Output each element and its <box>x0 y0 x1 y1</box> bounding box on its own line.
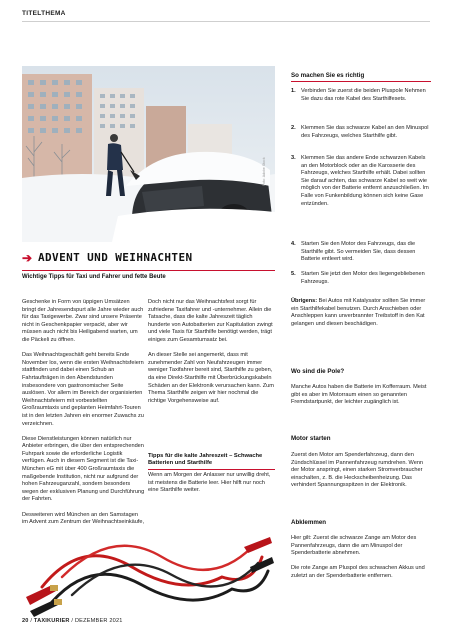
step-item <box>291 155 431 208</box>
snow-car-photo <box>22 66 275 242</box>
step-number: 2. <box>291 125 296 131</box>
note-label: Übrigens: <box>291 298 318 304</box>
article-title-block <box>22 248 275 271</box>
body-column-2 <box>148 299 275 413</box>
page-number: 20 <box>22 618 29 624</box>
step-item <box>291 271 431 286</box>
paragraph: Das Weihnachtsgeschäft geht bereits Ende November los, wenn die ersten Weihnachtsfeiern stattfinden und dabei einen Schub an Fahrtaufträgen in den Abendstunden insbesondere von gastronomischer Seite auslösen. Vor allem im Bereich der organisierten Weihnachtsfeiern mit vorbestellten Großraumtaxis und geplanten Heimfahrt-Touren ist in den letzten Jahren ein enormer Zuwachs zu verzeichnen. <box>22 352 144 427</box>
arrow-right-icon: ➔ <box>22 251 33 265</box>
step-item <box>291 88 431 103</box>
note-text: Bei Autos mit Katalysator sollten Sie immer ein Starthilfekabel benutzen. Durch Anschieben oder Anschleppen kann unverbrannter Treibstoff in den Kat gelangen und diesen beschädigen. <box>291 298 426 327</box>
paragraph: Doch nicht nur das Weihnachtsfest sorgt für zufriedene Taxifahrer und -unternehmer. Allein die Tatsache, dass die kalte Jahreszeit täglich hunderte von Autobatterien zur Kapitulation zwingt und viele Taxis für Starthilfe benötigt werden, trägt einiges zum Gesamtumsatz bei. <box>148 299 273 343</box>
page-footer: 20 / TAXIKURIER / DEZEMBER 2021 <box>22 618 123 624</box>
paragraph: Diese Dienstleistungen können natürlich nur Anbieter erbringen, die über den entsprechenden Fuhrpark sowie die erforderliche Logistik verfügen. Auch in diesem Segment ist die Taxi-München eG mit über 400 Großraumtaxis die maßgebende Institution, nicht nur aufgrund der hohen Fahrzeuganzahl, sondern besonders wegen der exklusiven Planung und Durchführung der Fahrten. <box>22 435 145 503</box>
jumper-cables-photo <box>22 527 275 624</box>
start-engine-text: Zuerst den Motor am Spenderfahrzeug, dann den Zündschlüssel im Pannenfahrzeug rumdrehen. Wenn der Motor anspringt, einen starken Stromverbraucher einschalten, z. B. die Heckscheibenheizung. Das verhindert Spannungsspitzen in der Elektronik. <box>291 452 424 489</box>
disconnect-heading: Abklemmen <box>291 519 327 526</box>
paragraph: An dieser Stelle sei angemerkt, dass mit zunehmender Zahl von Neufahrzeugen immer weniger Taxifahrer bereit sind, Starthilfe zu geben, da eine Direkt-Starthilfe mit Überbrückungskabeln Schäden an der Elektronik verursachen kann. Zum Thema Starthilfe zeigen wir hier nochmal die richtige Vorgehensweise auf. <box>148 352 274 404</box>
tips-divider <box>148 469 275 470</box>
step-number: 4. <box>291 241 296 247</box>
step-text: Starten Sie den Motor des Fahrzeugs, das die Starthilfe gibt. So vermeiden Sie, dass dessen Batterie entleert wird. <box>301 241 416 263</box>
disconnect-text <box>291 535 431 588</box>
step-text: Verbinden Sie zuerst die beiden Pluspole Nehmen Sie dazu das rote Kabel des Starthilfesets. <box>301 88 426 102</box>
article-subtitle: Wichtige Tipps für Taxi und Fahrer und fette Beute <box>22 274 166 280</box>
step-number: 5. <box>291 271 296 277</box>
poles-heading: Wo sind die Pole? <box>291 368 345 375</box>
step-item <box>291 125 431 140</box>
instructions-heading: So machen Sie es richtig <box>291 72 365 79</box>
catalyst-note <box>291 298 431 328</box>
paragraph: Hier gilt: Zuerst die schwarze Zange am Motor des Pannenfahrzeugs, dann die am Minuspol der Spenderbatterie abnehmen. <box>291 535 417 557</box>
step-number: 3. <box>291 155 296 161</box>
paragraph: Die rote Zange am Pluspol des schwachen Akkus und zuletzt an der Spenderbatterie entfernen. <box>291 565 425 579</box>
article-title: ADVENT UND WEIHNACHTEN <box>38 251 193 264</box>
step-text: Klemmen Sie das schwarze Kabel an den Minuspol des Fahrzeugs, welches Starthilfe gibt. <box>301 125 429 139</box>
tips-heading: Tipps für die kalte Jahreszeit – Schwache Batterien und Starthilfe <box>148 453 263 467</box>
start-engine-heading: Motor starten <box>291 435 331 442</box>
paragraph: Desweiteren wird München an den Samstagen im Advent zum Zentrum der Weihnachtseinkäufe, <box>22 511 145 526</box>
section-tag: TITELTHEMA <box>22 10 66 17</box>
magazine-name: TAXIKURIER <box>33 618 70 624</box>
photo-credit: Foto: Adobe Stock <box>262 157 266 186</box>
title-underline <box>22 270 275 272</box>
issue-date: DEZEMBER 2021 <box>74 618 123 624</box>
snow-scene-illustration <box>22 66 275 242</box>
step-number: 1. <box>291 88 296 94</box>
step-text: Klemmen Sie das andere Ende schwarzen Kabels an den Motorblock oder an die Karosserie des Fahrzeugs, welches Starthilfe erhält. Dabei sollten Sie darauf achten, das schwarze Kabel so weit wie möglich von der Batterie entfernt anzuschließen. Im Falle von Funkenbildung können sich keine Gase entzünden. <box>301 155 429 207</box>
instructions-divider <box>291 81 431 82</box>
step-item <box>291 241 431 264</box>
top-divider <box>22 21 430 22</box>
paragraph: Geschenke in Form von üppigen Umsätzen bringt der Jahresendspurt alle Jahre wieder auch für das Taxigewerbe. Zwar sind unsere Präsente nicht in Geschenkpapier verpackt, aber wir müssen auch nicht bis Heiligabend warten, um die Päckeli zu öffnen. <box>22 299 144 343</box>
poles-text: Manche Autos haben die Batterie im Kofferraum. Meist gibt es aber im Motorraum einen so genannten Fremdstartpunkt, der leichter zugänglich ist. <box>291 384 427 406</box>
step-text: Starten Sie jetzt den Motor des liegengebliebenen Fahrzeugs. <box>301 271 425 285</box>
jumper-cables-illustration <box>22 527 275 624</box>
tips-text: Wenn am Morgen der Anlasser nur unwillig dreht, ist meistens die Batterie leer. Hier hilft nur noch eine Starthilfe weiter. <box>148 472 271 494</box>
